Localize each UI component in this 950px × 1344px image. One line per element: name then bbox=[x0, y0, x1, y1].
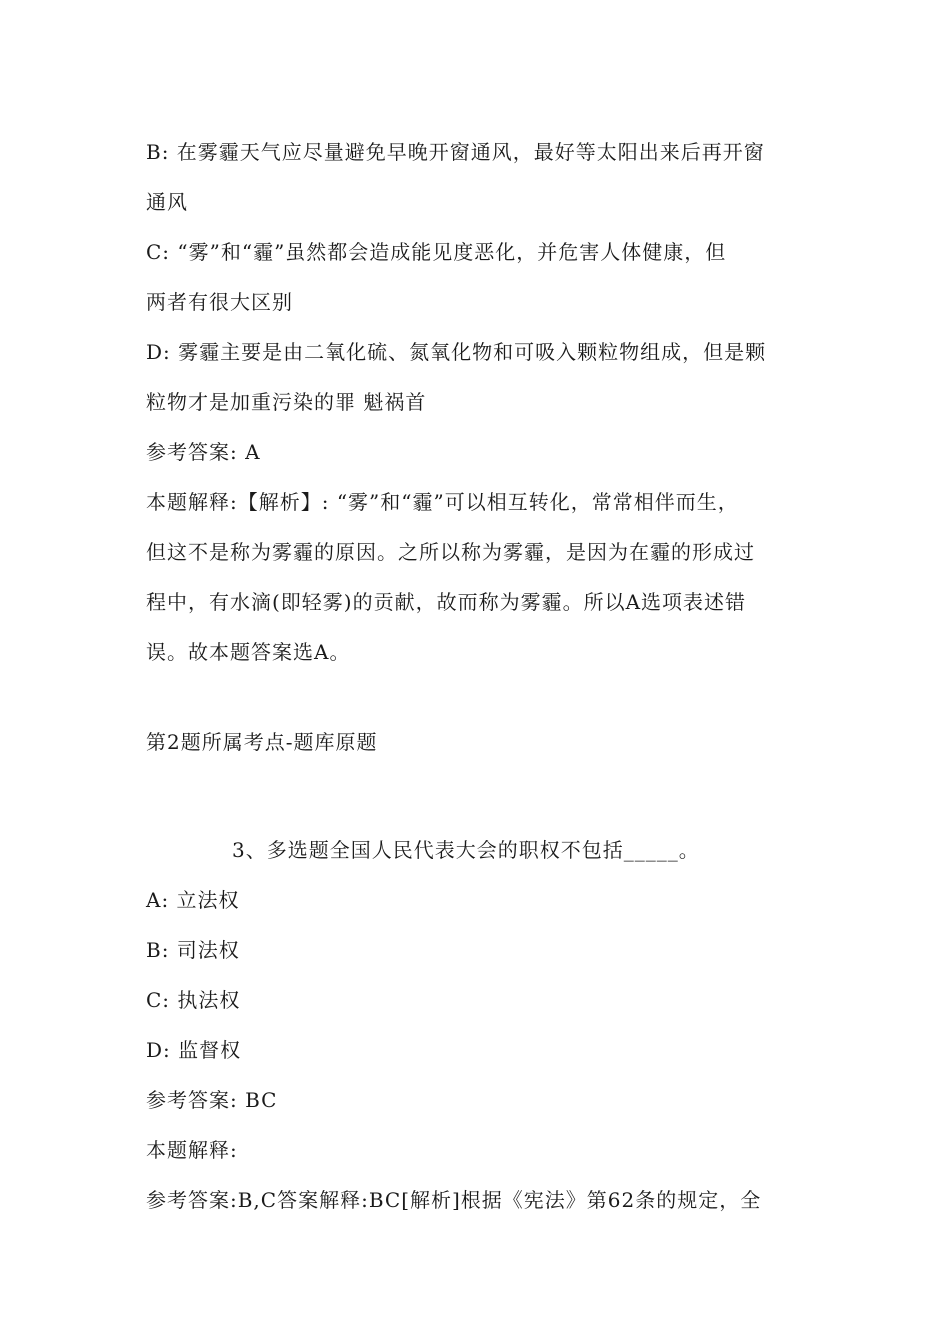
explanation-q3-label: 本题解释: bbox=[146, 1138, 238, 1162]
explanation-q3-line-1: 参考答案:B,C答案解释:BC[解析]根据《宪法》第62条的规定，全 bbox=[146, 1188, 762, 1212]
spacer bbox=[146, 677, 826, 717]
option-c-line-2: 两者有很大区别 bbox=[146, 290, 293, 314]
option-b-line-1: B: 在雾霾天气应尽量避免早晚开窗通风，最好等太阳出来后再开窗 bbox=[146, 140, 765, 164]
option-d-line-1: D: 雾霾主要是由二氧化硫、氮氧化物和可吸入颗粒物组成，但是颗 bbox=[146, 340, 767, 364]
q3-option-b: B: 司法权 bbox=[146, 938, 240, 962]
q3-option-c: C: 执法权 bbox=[146, 988, 241, 1012]
answer-q2: 参考答案: A bbox=[146, 440, 261, 464]
document-page bbox=[146, 127, 826, 1225]
option-c-line-1: C: “雾”和“霾”虽然都会造成能见度恶化，并危害人体健康，但 bbox=[146, 240, 727, 264]
option-b-line-2: 通风 bbox=[146, 190, 188, 214]
q3-option-d: D: 监督权 bbox=[146, 1038, 242, 1062]
explanation-q2-line-2: 但这不是称为雾霾的原因。之所以称为雾霾，是因为在霾的形成过 bbox=[146, 540, 755, 564]
spacer bbox=[146, 767, 826, 825]
topic-q2: 第2题所属考点-题库原题 bbox=[146, 730, 378, 754]
explanation-q2-line-4: 误。故本题答案选A。 bbox=[146, 640, 351, 664]
question-3: 3、多选题全国人民代表大会的职权不包括_____。 bbox=[232, 838, 700, 862]
q3-option-a: A: 立法权 bbox=[146, 888, 240, 912]
explanation-q2-line-1: 本题解释:【解析】: “雾”和“霾”可以相互转化，常常相伴而生， bbox=[146, 490, 739, 514]
answer-q3: 参考答案: BC bbox=[146, 1088, 278, 1112]
explanation-q2-line-3: 程中，有水滴(即轻雾)的贡献，故而称为雾霾。所以A选项表述错 bbox=[146, 590, 747, 614]
option-d-line-2: 粒物才是加重污染的罪 魁祸首 bbox=[146, 390, 427, 414]
